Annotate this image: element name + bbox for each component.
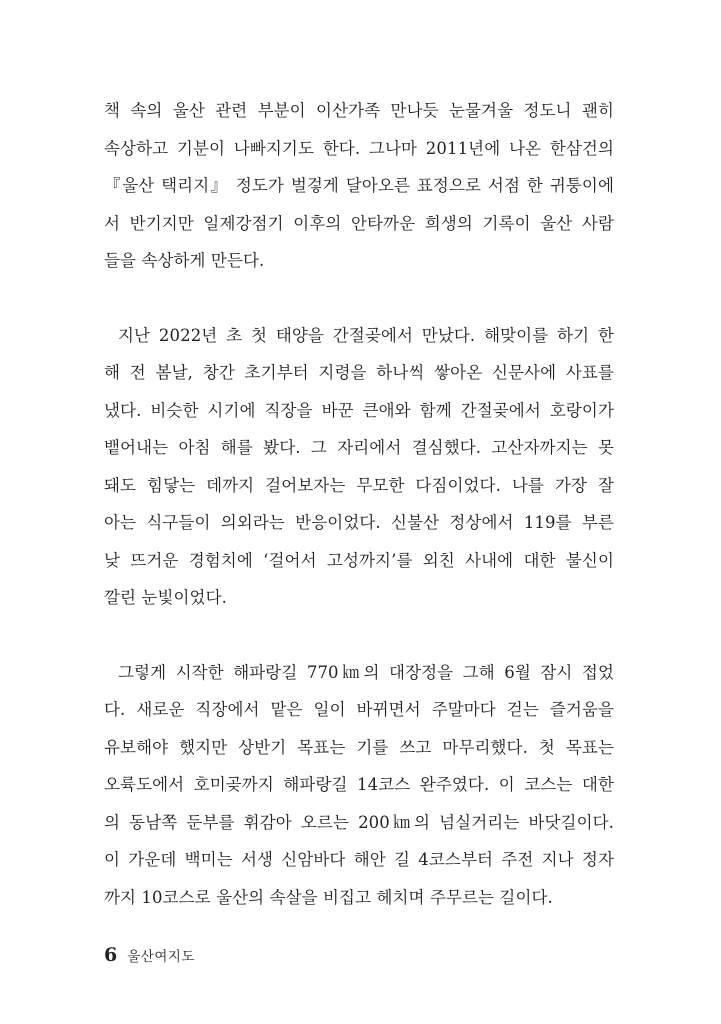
text-line: 아는 식구들이 의외라는 반응이었다. 신불산 정상에서 119를 부른 bbox=[104, 513, 614, 532]
text-line: 『울산 택리지』 정도가 벌겋게 달아오른 표정으로 서점 한 귀퉁이에 bbox=[104, 176, 614, 195]
paragraph-spacer bbox=[104, 617, 614, 654]
text-line: 깔린 눈빛이었다. bbox=[104, 588, 227, 607]
text-line: 그렇게 시작한 해파랑길 770㎞의 대장정을 그해 6월 잠시 접었 bbox=[118, 662, 614, 682]
running-title: 울산여지도 bbox=[127, 949, 195, 965]
page-number: 6 bbox=[104, 944, 118, 966]
paragraph-3 bbox=[104, 654, 614, 917]
text-line: 들을 속상하게 만든다. bbox=[104, 251, 265, 270]
text-line: 지난 2022년 초 첫 태양을 간절곶에서 만났다. 해맞이를 하기 한 bbox=[118, 325, 614, 345]
text-line: 서 반기지만 일제강점기 이후의 안타까운 희생의 기록이 울산 사람 bbox=[104, 213, 614, 233]
paragraph-1 bbox=[104, 92, 614, 280]
text-line: 뱉어내는 아침 해를 봤다. 그 자리에서 결심했다. 고산자까지는 못 bbox=[104, 438, 614, 457]
text-line: 책 속의 울산 관련 부분이 이산가족 만나듯 눈물겨울 정도니 괜히 bbox=[104, 101, 614, 120]
text-line: 낮 뜨거운 경험치에 ‘걸어서 고성까지’를 외친 사내에 대한 불신이 bbox=[104, 550, 614, 570]
text-line: 돼도 힘닿는 데까지 걸어보자는 무모한 다짐이었다. 나를 가장 잘 bbox=[104, 475, 614, 495]
page-footer bbox=[104, 944, 195, 968]
text-line: 이 가운데 백미는 서생 신암바다 해안 길 4코스부터 주전 지나 정자 bbox=[104, 850, 614, 869]
text-line: 속상하고 기분이 나빠지기도 한다. 그나마 2011년에 나온 한삼건의 bbox=[104, 138, 614, 158]
text-line: 오륙도에서 호미곶까지 해파랑길 14코스 완주였다. 이 코스는 대한 bbox=[104, 775, 614, 794]
text-line: 의 동남쪽 둔부를 휘감아 오르는 200㎞의 넘실거리는 바닷길이다. bbox=[104, 812, 614, 832]
text-line: 유보해야 했지만 상반기 목표는 기를 쓰고 마무리했다. 첫 목표는 bbox=[104, 737, 614, 757]
body-text bbox=[104, 92, 614, 916]
paragraph-spacer bbox=[104, 280, 614, 317]
text-line: 해 전 봄날, 창간 초기부터 지령을 하나씩 쌓아온 신문사에 사표를 bbox=[104, 363, 614, 382]
text-line: 냈다. 비슷한 시기에 직장을 바꾼 큰애와 함께 간절곶에서 호랑이가 bbox=[104, 400, 614, 420]
paragraph-2 bbox=[104, 317, 614, 617]
text-line: 까지 10코스로 울산의 속살을 비집고 헤치며 주무르는 길이다. bbox=[104, 887, 553, 907]
text-line: 다. 새로운 직장에서 맡은 일이 바뀌면서 주말마다 걷는 즐거움을 bbox=[104, 700, 614, 719]
